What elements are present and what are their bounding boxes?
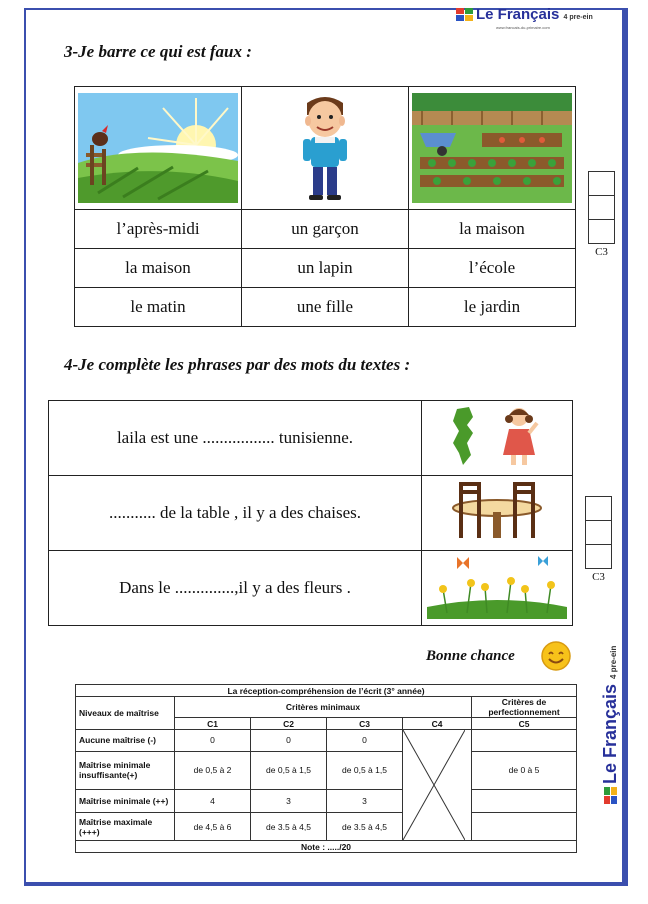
grid-cell: de 3.5 à 4,5	[251, 813, 327, 841]
grid-col-min: Critères minimaux	[175, 697, 472, 718]
picture-cell	[409, 87, 576, 210]
sentence-cell[interactable]: ........... de la table , il y a des chaises.	[49, 476, 422, 551]
brand-logo-side	[600, 646, 621, 804]
grid-cell: 3	[327, 789, 403, 813]
grid-cell: 0	[251, 730, 327, 752]
grid-criterion: C4	[403, 718, 472, 730]
picture-cell	[75, 87, 242, 210]
section3-score-boxes	[588, 172, 615, 258]
grid-cell: de 0,5 à 1,5	[251, 751, 327, 789]
grid-cell: de 0 à 5	[472, 751, 577, 789]
table-row	[75, 249, 576, 288]
grid-title: La réception-compréhension de l’écrit (3° année)	[76, 685, 577, 697]
score-box[interactable]	[588, 219, 615, 244]
brand-suffix: 4 pre-ein	[563, 14, 593, 21]
grid-c4-crossed	[403, 730, 472, 841]
picture-cell	[242, 87, 409, 210]
score-box[interactable]	[588, 195, 615, 220]
table-row	[49, 551, 573, 626]
table-row	[75, 288, 576, 327]
score-label: C3	[595, 246, 608, 258]
flower-meadow-picture	[427, 553, 567, 619]
section3-table	[74, 86, 576, 327]
grid-criterion: C3	[327, 718, 403, 730]
score-box[interactable]	[585, 496, 612, 521]
brand-logo-top	[456, 6, 593, 30]
grid-col-perf: Critères de perfectionnement	[472, 697, 577, 718]
grid-cell: de 3.5 à 4,5	[327, 813, 403, 841]
picture-cell	[422, 551, 573, 626]
evaluation-grid	[75, 684, 577, 853]
grid-cell: de 4,5 à 6	[175, 813, 251, 841]
cross-mark-icon	[403, 730, 465, 840]
brand-tagline: www.francais-du-primaire.com	[496, 25, 550, 30]
cell[interactable]: le matin	[75, 288, 242, 327]
grid-level: Maîtrise maximale (+++)	[76, 813, 175, 841]
cell[interactable]: l’après-midi	[75, 210, 242, 249]
grid-level: Aucune maîtrise (-)	[76, 730, 175, 752]
grid-criterion: C5	[472, 718, 577, 730]
picture-cell	[422, 401, 573, 476]
score-box[interactable]	[585, 544, 612, 569]
sentence-cell[interactable]: laila est une ................. tunisienne.	[49, 401, 422, 476]
table-chairs-picture	[437, 478, 557, 544]
section3-title: 3-Je barre ce qui est faux :	[64, 42, 252, 61]
grid-criterion: C1	[175, 718, 251, 730]
landscape-sunrise-picture	[78, 93, 238, 203]
garden-picture	[412, 93, 572, 203]
grid-cell: de 0,5 à 2	[175, 751, 251, 789]
grid-level: Maîtrise minimale (++)	[76, 789, 175, 813]
picture-cell	[422, 476, 573, 551]
score-label: C3	[592, 571, 605, 583]
brand-name: Le Français	[600, 683, 620, 784]
sentence-cell[interactable]: Dans le ..............,il y a des fleurs .	[49, 551, 422, 626]
grid-cell: 0	[175, 730, 251, 752]
cell[interactable]: une fille	[242, 288, 409, 327]
grid-col-levels: Niveaux de maîtrise	[76, 697, 175, 730]
score-box[interactable]	[588, 171, 615, 196]
smiley-icon	[540, 640, 572, 672]
cubes-logo-icon	[456, 8, 474, 22]
grid-cell	[472, 789, 577, 813]
brand-name: Le Français	[476, 6, 560, 23]
grid-cell: 0	[327, 730, 403, 752]
grid-cell: de 0,5 à 1,5	[327, 751, 403, 789]
grid-criterion: C2	[251, 718, 327, 730]
cubes-logo-icon	[604, 786, 618, 804]
closing-text: Bonne chance	[426, 648, 515, 664]
cell[interactable]: la maison	[409, 210, 576, 249]
score-box[interactable]	[585, 520, 612, 545]
boy-picture	[245, 93, 405, 203]
grid-level: Maîtrise minimale insuffisante(+)	[76, 751, 175, 789]
grid-cell	[472, 813, 577, 841]
section4-title: 4-Je complète les phrases par des mots du textes :	[64, 355, 411, 374]
section4-score-boxes	[585, 497, 612, 583]
grid-cell: 4	[175, 789, 251, 813]
grid-note: Note : ...../20	[76, 841, 577, 853]
table-row	[49, 476, 573, 551]
cell[interactable]: le jardin	[409, 288, 576, 327]
table-row	[49, 401, 573, 476]
cell[interactable]: la maison	[75, 249, 242, 288]
cell[interactable]: un garçon	[242, 210, 409, 249]
table-row	[75, 210, 576, 249]
tunisia-map-girl-picture	[437, 403, 557, 469]
brand-suffix: 4 pre-ein	[609, 645, 618, 679]
cell[interactable]: l’école	[409, 249, 576, 288]
cell[interactable]: un lapin	[242, 249, 409, 288]
section4-table	[48, 400, 573, 626]
grid-cell: 3	[251, 789, 327, 813]
grid-cell	[472, 730, 577, 752]
